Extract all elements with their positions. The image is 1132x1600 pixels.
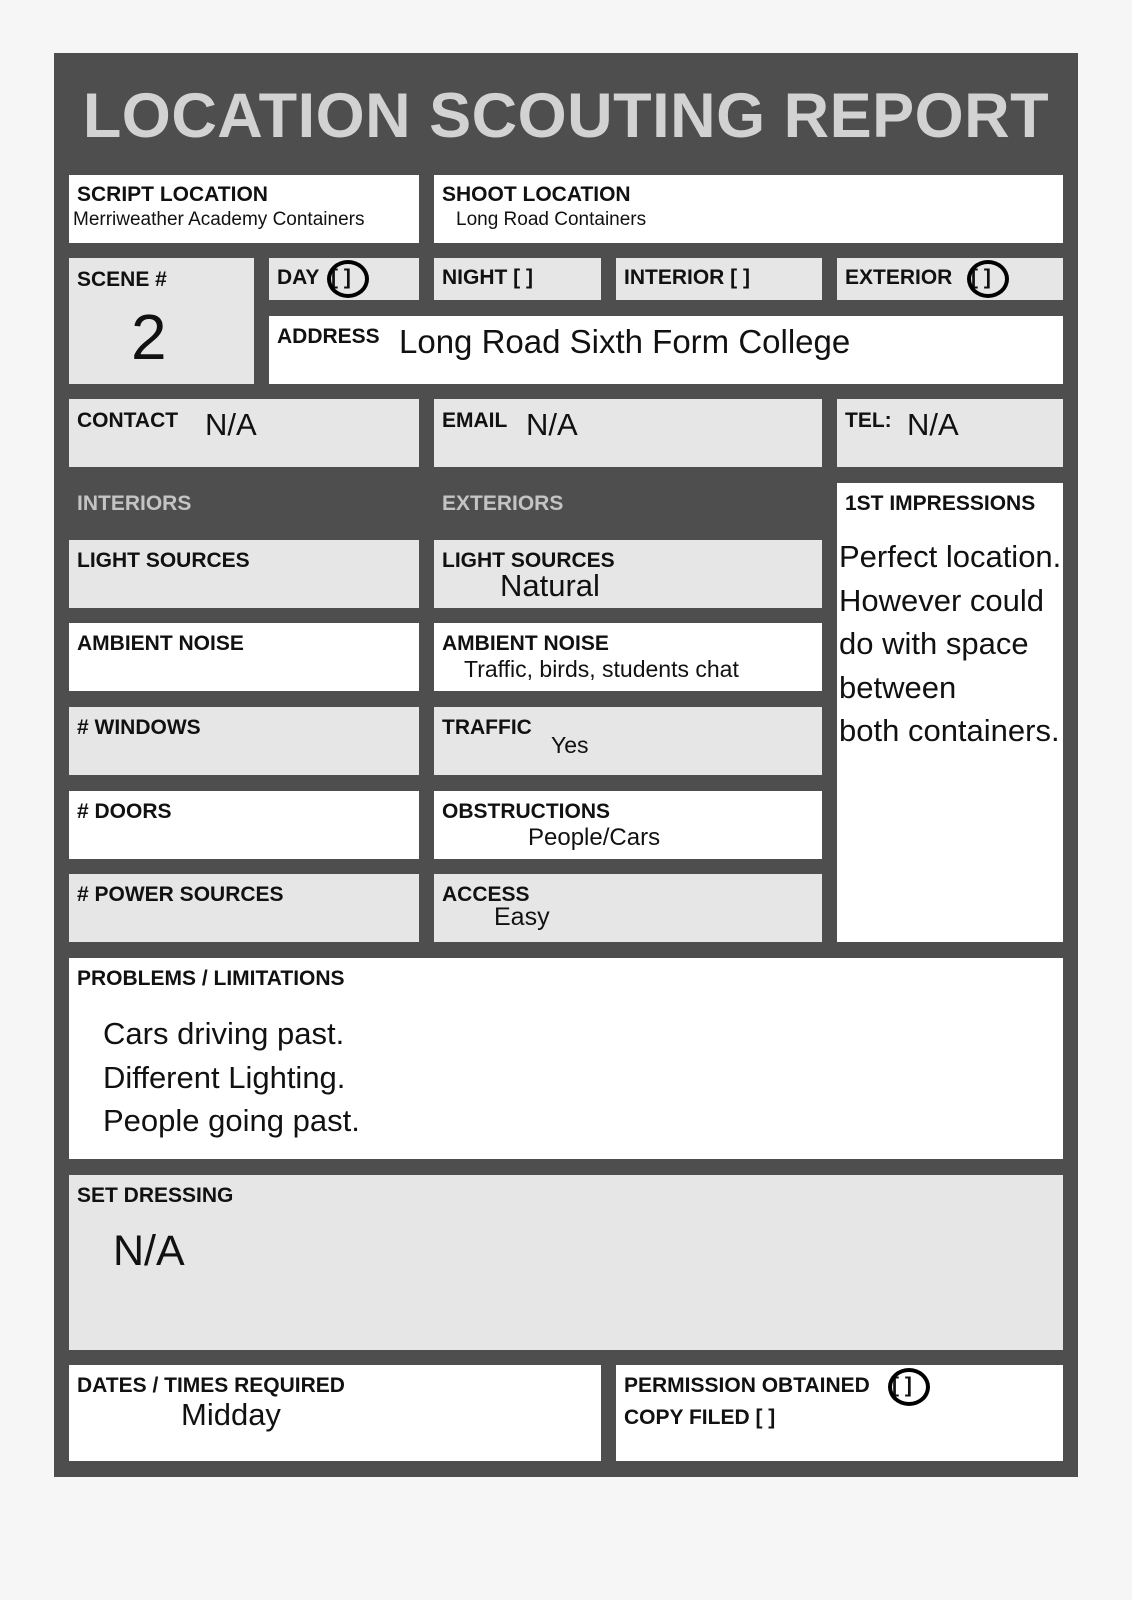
permission-check-circle <box>888 1368 930 1406</box>
first-impressions-text <box>839 535 1061 753</box>
first-impressions-line: do with space <box>839 626 1029 661</box>
access-label: ACCESS <box>442 883 530 906</box>
contact-box <box>69 399 419 467</box>
problems-text <box>103 1012 360 1143</box>
script-location-label: SCRIPT LOCATION <box>77 183 268 206</box>
first-impressions-line: However could <box>839 582 1045 618</box>
first-impressions-line: between <box>839 669 957 705</box>
obstructions-box <box>434 791 822 859</box>
email-label: EMAIL <box>442 409 508 432</box>
obstructions-label: OBSTRUCTIONS <box>442 800 610 823</box>
day-box <box>269 258 419 300</box>
exterior-light-sources-value: Natural <box>500 568 600 603</box>
day-check-circle <box>327 260 369 298</box>
first-impressions-box <box>837 483 1063 942</box>
address-box <box>269 316 1063 384</box>
script-location-value: Merriweather Academy Containers <box>73 209 365 230</box>
set-dressing-label: SET DRESSING <box>77 1184 234 1207</box>
first-impressions-line: Perfect location. <box>839 539 1062 574</box>
access-value: Easy <box>494 903 550 931</box>
scene-label: SCENE # <box>77 268 167 291</box>
windows-box <box>69 707 419 775</box>
shoot-location-label: SHOOT LOCATION <box>442 183 631 206</box>
exterior-light-sources-label: LIGHT SOURCES <box>442 549 615 572</box>
dates-value: Midday <box>181 1397 281 1432</box>
day-label: DAY <box>277 266 320 289</box>
night-label[interactable]: NIGHT [ ] <box>442 266 533 289</box>
permission-box <box>616 1365 1063 1461</box>
permission-label: PERMISSION OBTAINED <box>624 1374 870 1397</box>
exteriors-heading: EXTERIORS <box>442 492 564 515</box>
email-box <box>434 399 822 467</box>
tel-box <box>837 399 1063 467</box>
exterior-label: EXTERIOR <box>845 266 953 289</box>
exterior-ambient-noise-value: Traffic, birds, students chat <box>464 656 739 682</box>
traffic-box <box>434 707 822 775</box>
set-dressing-value: N/A <box>113 1227 185 1275</box>
traffic-value: Yes <box>551 732 589 758</box>
windows-label: # WINDOWS <box>77 716 201 739</box>
problems-line: People going past. <box>103 1103 360 1138</box>
script-location-box <box>69 175 419 243</box>
report-title: LOCATION SCOUTING REPORT <box>82 81 1050 151</box>
interiors-heading: INTERIORS <box>77 492 192 515</box>
dates-label: DATES / TIMES REQUIRED <box>77 1374 345 1397</box>
contact-label: CONTACT <box>77 409 179 432</box>
exterior-check-circle <box>967 260 1009 298</box>
day-checkbox[interactable]: [ ] <box>331 266 351 289</box>
set-dressing-box <box>69 1175 1063 1350</box>
exterior-ambient-noise-label: AMBIENT NOISE <box>442 632 609 655</box>
interior-ambient-noise-label: AMBIENT NOISE <box>77 632 244 655</box>
dates-box <box>69 1365 601 1461</box>
interior-ambient-noise-box <box>69 623 419 691</box>
doors-box <box>69 791 419 859</box>
tel-label: TEL: <box>845 409 892 432</box>
interior-light-sources-box <box>69 540 419 608</box>
permission-checkbox[interactable]: [ ] <box>892 1374 912 1397</box>
problems-line: Different Lighting. <box>103 1059 346 1095</box>
exterior-ambient-noise-box <box>434 623 822 691</box>
night-box <box>434 258 601 300</box>
doors-label: # DOORS <box>77 800 172 823</box>
shoot-location-box <box>434 175 1063 243</box>
email-value: N/A <box>526 407 578 442</box>
shoot-location-value: Long Road Containers <box>456 209 647 230</box>
interior-label[interactable]: INTERIOR [ ] <box>624 266 750 289</box>
power-sources-label: # POWER SOURCES <box>77 883 284 906</box>
problems-box <box>69 958 1063 1159</box>
contact-value: N/A <box>205 407 257 442</box>
copy-filed-label[interactable]: COPY FILED [ ] <box>624 1406 776 1429</box>
access-box <box>434 874 822 942</box>
problems-line: Cars driving past. <box>103 1016 345 1051</box>
exterior-light-sources-box <box>434 540 822 608</box>
address-value: Long Road Sixth Form College <box>399 323 851 360</box>
exterior-checkbox[interactable]: [ ] <box>971 266 991 289</box>
exterior-box <box>837 258 1063 300</box>
interior-light-sources-label: LIGHT SOURCES <box>77 549 250 572</box>
first-impressions-label: 1ST IMPRESSIONS <box>845 492 1036 515</box>
problems-label: PROBLEMS / LIMITATIONS <box>77 967 345 990</box>
first-impressions-line: both containers. <box>839 713 1060 748</box>
power-sources-box <box>69 874 419 942</box>
interior-box <box>616 258 822 300</box>
traffic-label: TRAFFIC <box>442 716 532 739</box>
scene-box <box>69 258 254 384</box>
scene-number: 2 <box>131 301 167 373</box>
address-label: ADDRESS <box>277 325 380 348</box>
tel-value: N/A <box>907 407 959 442</box>
obstructions-value: People/Cars <box>528 824 661 851</box>
